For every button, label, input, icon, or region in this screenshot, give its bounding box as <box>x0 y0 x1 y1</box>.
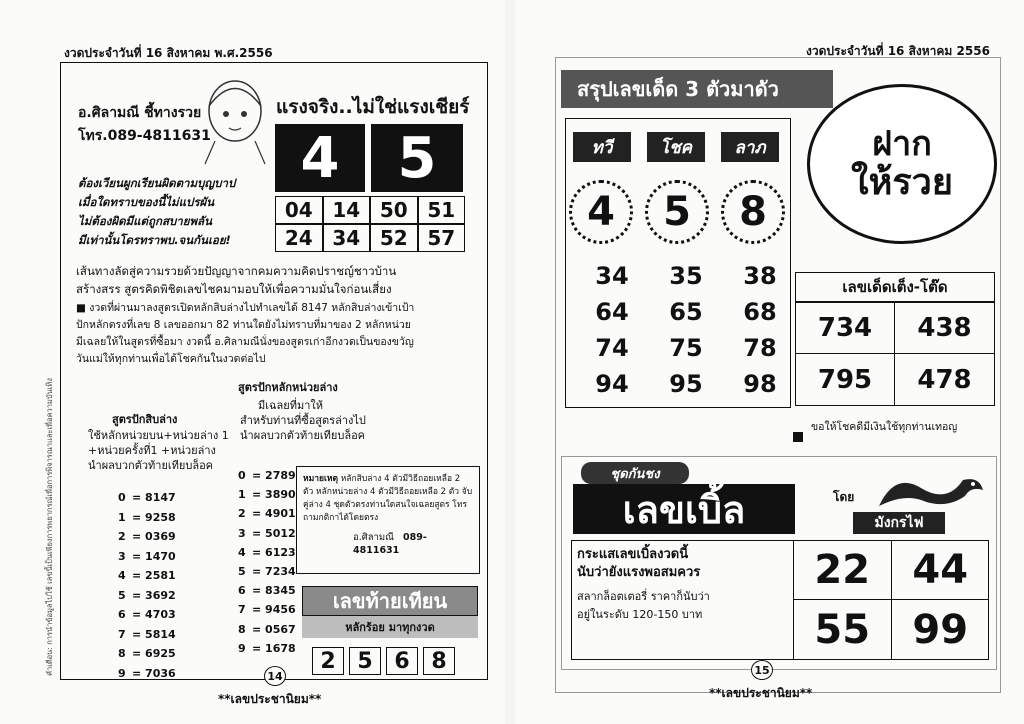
intro-line: เส้นทางลัดสู่ความรวยด้วยปัญญาจากคมความคิดปราชญ์ชาวบ้าน <box>76 264 397 278</box>
lucky-digit: 8 <box>721 180 785 244</box>
equals-sign: = <box>252 507 266 521</box>
lock-value: 0567 <box>265 622 296 636</box>
hot-title: เลขเด็ดเต็ง-โต๊ด <box>795 272 995 302</box>
number-columns <box>575 262 797 398</box>
hot-number: 795 <box>796 354 895 405</box>
lock-row <box>238 543 296 562</box>
lock-row <box>238 600 296 619</box>
lock-row <box>238 620 296 639</box>
lock-key: 2 <box>238 507 246 521</box>
lock-row <box>118 566 176 586</box>
wish-text: ขอให้โชคดีมีเงินใช้ทุกท่านเทอญ <box>811 421 958 433</box>
formula2-line: สำหรับท่านที่ซื้อสูตรล่างไป <box>240 414 366 427</box>
equals-sign: = <box>132 588 146 602</box>
lock-key: 1 <box>238 488 246 502</box>
lock-row <box>118 508 176 528</box>
pair-number: 24 <box>275 224 323 252</box>
poem-line: มีเท่านั้นโดรทราพบ.จนกันเอย! <box>78 233 231 247</box>
formula1-line: นำผลบวกตัวท้ายเทียบล็อค <box>88 459 214 472</box>
hot-number: 478 <box>917 364 972 395</box>
formula1-lines <box>88 428 229 473</box>
lock-row <box>118 547 176 567</box>
lock-value: 1678 <box>265 641 296 655</box>
equals-sign: = <box>252 488 266 502</box>
lock-row <box>118 488 176 508</box>
para-line: ■ งวดที่ผ่านมาลงสูตรเปิดหลักสิบล่างไปทำเลขได้ 8147 หลักสิบล่างเข้าเป้า <box>76 302 415 314</box>
equals-sign: = <box>252 469 266 482</box>
lock-value: 3890 <box>265 488 296 502</box>
double-number: 22 <box>794 540 892 600</box>
label-chok: โชค <box>647 132 705 162</box>
formula1-table <box>118 488 176 683</box>
two-digit-number: 35 <box>669 262 703 290</box>
lock-key: 7 <box>238 603 246 617</box>
lock-key: 9 <box>118 666 126 680</box>
formula2-line: นำผลบวกตัวท้ายเทียบล็อค <box>240 429 366 442</box>
author-name: อ.ศิลามณี ชี้ทางรวย <box>78 105 202 121</box>
label-lap: ลาภ <box>721 132 779 162</box>
lock-key: 5 <box>118 588 126 602</box>
lock-value: 2581 <box>145 569 176 582</box>
formula1-title: สูตรปักสิบล่าง <box>112 413 178 426</box>
equals-sign: = <box>132 647 146 660</box>
two-digit-number: 38 <box>743 262 777 290</box>
lock-value: 2789 <box>265 469 296 482</box>
right-footer: **เลขประชานิยม** <box>709 686 813 700</box>
equals-sign: = <box>132 491 146 504</box>
intro <box>76 262 481 298</box>
dragon-icon <box>875 466 987 512</box>
lock-key: 1 <box>118 510 126 524</box>
para-line: ปักหลักตรงที่เลข 8 เลขออกมา 82 ท่านใดยังไม่ทราบที่มาของ 2 หลักหน่วย <box>76 319 411 331</box>
lock-row <box>118 586 176 606</box>
lock-value: 4703 <box>145 608 176 621</box>
cartoon-girl-illustration <box>195 66 275 166</box>
poem <box>78 174 235 250</box>
lock-key: 2 <box>118 530 126 543</box>
lock-value: 6925 <box>145 647 176 660</box>
equals-sign: = <box>132 666 146 680</box>
two-digit-number: 74 <box>595 334 629 362</box>
lock-row <box>118 664 176 684</box>
lock-row <box>238 504 296 523</box>
pair-number: 52 <box>370 224 418 252</box>
equals-sign: = <box>132 569 146 582</box>
poem-line: เมื่อใดทราบของนี้ไม่แปรผัน <box>78 195 215 209</box>
lock-row <box>238 485 296 504</box>
lock-key: 4 <box>238 545 246 559</box>
right-page <box>515 0 1024 724</box>
description-paragraph <box>76 300 484 368</box>
section2-line: นับว่ายังแรงพอสมควร <box>577 565 701 580</box>
note-box <box>296 466 480 574</box>
para-line: วันแม่ให้ทุกท่านเพื่อได้โชคกันในงวดต่อไป <box>76 353 266 365</box>
main-digits <box>275 124 463 192</box>
hot-grid <box>795 302 995 406</box>
lock-key: 8 <box>118 647 126 660</box>
banner-digit: 5 <box>349 647 381 675</box>
lock-key: 5 <box>238 565 246 579</box>
double-number: 99 <box>912 607 969 653</box>
equals-sign: = <box>252 526 266 540</box>
author-phone: โทร.089-4811631 <box>78 128 211 144</box>
lock-value: 5012 <box>265 526 296 540</box>
equals-sign: = <box>252 603 266 617</box>
lock-key: 6 <box>238 584 246 598</box>
right-header: งวดประจำวันที่ 16 สิงหาคม 2556 <box>806 44 990 58</box>
lock-value: 6123 <box>265 545 296 559</box>
page-number: 14 <box>264 666 286 686</box>
lock-row <box>238 524 296 543</box>
equals-sign: = <box>252 622 266 636</box>
note-sign: อ.ศิลามณี <box>353 532 394 543</box>
two-digit-number: 75 <box>669 334 703 362</box>
note-title: หมายเหตุ <box>303 474 338 484</box>
hot-number: 438 <box>895 303 994 354</box>
lock-key: 8 <box>238 622 246 636</box>
lock-key: 7 <box>118 627 126 641</box>
two-digit-number: 68 <box>743 298 777 326</box>
section2-line: กระแสเลขเบิ้ลงวดนี้ <box>577 547 689 562</box>
pair-number: 34 <box>323 224 371 252</box>
lucky-digits <box>569 180 785 244</box>
lock-key: 6 <box>118 608 126 621</box>
lock-row <box>118 644 176 664</box>
lock-value: 9456 <box>265 603 296 617</box>
banner-digits <box>312 647 455 675</box>
equals-sign: = <box>132 627 146 641</box>
lock-value: 3692 <box>145 588 176 602</box>
two-digit-number: 65 <box>669 298 703 326</box>
lock-value: 5814 <box>145 627 176 641</box>
banner-title: เลขท้ายเทียน <box>302 586 478 616</box>
para-line: มีเฉลยให้ในสูตรที่ซื้อมา งวดนี้ อ.ศิลามณีนั่งของสูตรเก่าอีกงวดเป็นของขวัญ <box>76 336 414 348</box>
banner-subtitle: หลักร้อย มาทุกงวด <box>302 616 478 638</box>
section2-by: โดย <box>833 490 855 504</box>
label-thawee: ทวี <box>573 132 631 162</box>
section2-line: อยู่ในระดับ 120-150 บาท <box>577 608 703 621</box>
double-number: 44 <box>892 540 990 600</box>
two-digit-number: 98 <box>743 370 777 398</box>
page-number: 15 <box>751 660 773 680</box>
lock-row <box>238 639 296 658</box>
hot-number: 734 <box>796 303 895 354</box>
lock-value: 8345 <box>265 584 296 598</box>
pair-number: 04 <box>275 196 323 224</box>
banner-digit: 8 <box>423 647 455 675</box>
equals-sign: = <box>252 584 266 598</box>
lock-value: 9258 <box>145 510 176 524</box>
equals-sign: = <box>252 565 266 579</box>
section2-tag: ชุดกันชง <box>581 462 689 484</box>
equals-sign: = <box>132 549 146 563</box>
left-footer: **เลขประชานิยม** <box>218 692 322 706</box>
lock-value: 4901 <box>265 507 296 521</box>
formula1-line: ใช้หลักหน่วยบน+หน่วยล่าง 1 <box>88 429 229 442</box>
lock-key: 3 <box>238 526 246 540</box>
formula2-lines <box>240 398 366 443</box>
lock-row <box>118 605 176 625</box>
two-digit-number: 94 <box>595 370 629 398</box>
section2-line: สลากล็อตเตอรี่ ราคาก็นับว่า <box>577 590 710 603</box>
formula2-title: สูตรปักหลักหน่วยล่าง <box>238 381 338 394</box>
equals-sign: = <box>132 608 146 621</box>
slogan: แรงจริง..ไม่ใช่แรงเชียร์ <box>276 96 470 118</box>
doubles-grid <box>793 540 989 660</box>
side-disclaimer: คำเตือน: การนำข้อมูลไปใช้ เลขนี้เป็นเพียงการพยากรณ์เพื่อการพิจารณาและเพื่อความบันเทิง <box>45 378 54 676</box>
banner-digit: 6 <box>386 647 418 675</box>
summary-title: สรุปเลขเด็ด 3 ตัวมาดัว <box>561 70 833 108</box>
lock-key: 0 <box>118 491 126 504</box>
equals-sign: = <box>252 641 266 655</box>
formula2-table <box>238 466 296 658</box>
section2-title: เลขเบิ้ล <box>573 484 795 534</box>
intro-line: สร้างสรร สูตรคิดพิชิตเลขไชคมามอบให้เพื่อความมั่นใจก่อนเสี่ยง <box>76 282 392 296</box>
lock-key: 4 <box>118 569 126 582</box>
badge-line: ให้รวย <box>851 162 953 203</box>
lock-value: 8147 <box>145 491 176 504</box>
badge-line: ฝาก <box>872 124 932 164</box>
main-digit: 5 <box>371 124 463 192</box>
equals-sign: = <box>132 510 146 524</box>
lock-row <box>118 527 176 547</box>
pair-number: 51 <box>418 196 466 224</box>
note-phone: 089-4811631 <box>353 532 427 556</box>
two-digit-number: 78 <box>743 334 777 362</box>
lock-row <box>238 466 296 485</box>
pair-number: 50 <box>370 196 418 224</box>
lock-row <box>118 625 176 645</box>
two-digit-number: 64 <box>595 298 629 326</box>
lock-value: 7234 <box>265 565 296 579</box>
lock-key: 9 <box>238 641 246 655</box>
left-header: งวดประจำวันที่ 16 สิงหาคม พ.ศ.2556 <box>64 46 273 60</box>
section2-text <box>577 546 785 624</box>
lock-value: 1470 <box>145 549 176 563</box>
lock-value: 7036 <box>145 666 176 680</box>
lock-key: 3 <box>118 549 126 563</box>
two-digit-number: 95 <box>669 370 703 398</box>
rich-badge <box>807 84 997 244</box>
pairs-grid <box>275 196 465 252</box>
poem-line: ไม่ต้องผิดมีแต่ถูกสบายพลัน <box>78 214 212 228</box>
lucky-digit: 5 <box>645 180 709 244</box>
note-text: หลักสิบล่าง 4 ตัวมีวิธีถอยเหลือ 2 ตัว หลักหน่วยล่าง 4 ตัวมีวิธีถอยเหลือ 2 ตัว จับคู่ล่าง 4 ชุดตัวตรงท่านใดสนใจเฉลยสูตร โทรถามกติกาได้โดยตรง <box>303 474 473 523</box>
left-page <box>0 0 505 724</box>
section2-author: มังกรไฟ <box>853 512 945 534</box>
pair-number: 57 <box>418 224 466 252</box>
lock-row <box>238 562 296 581</box>
formula1-line: +หน่วยครั้งที่1 +หน่วยล่าง <box>88 444 216 457</box>
pair-number: 14 <box>323 196 371 224</box>
bullet-square <box>793 432 803 442</box>
banner-digit: 2 <box>312 647 344 675</box>
lock-row <box>238 581 296 600</box>
two-digit-number: 34 <box>595 262 629 290</box>
lock-value: 0369 <box>145 530 176 543</box>
equals-sign: = <box>252 545 266 559</box>
main-digit: 4 <box>275 124 365 192</box>
double-number: 55 <box>794 600 892 660</box>
poem-line: ต้องเวียนผูกเรียนผิดตามบุญบาป <box>78 176 236 190</box>
equals-sign: = <box>132 530 146 543</box>
lucky-digit: 4 <box>569 180 633 244</box>
formula2-line: มีเฉลยที่มาให้ <box>258 399 323 412</box>
category-labels <box>573 132 779 162</box>
lock-key: 0 <box>238 469 246 482</box>
